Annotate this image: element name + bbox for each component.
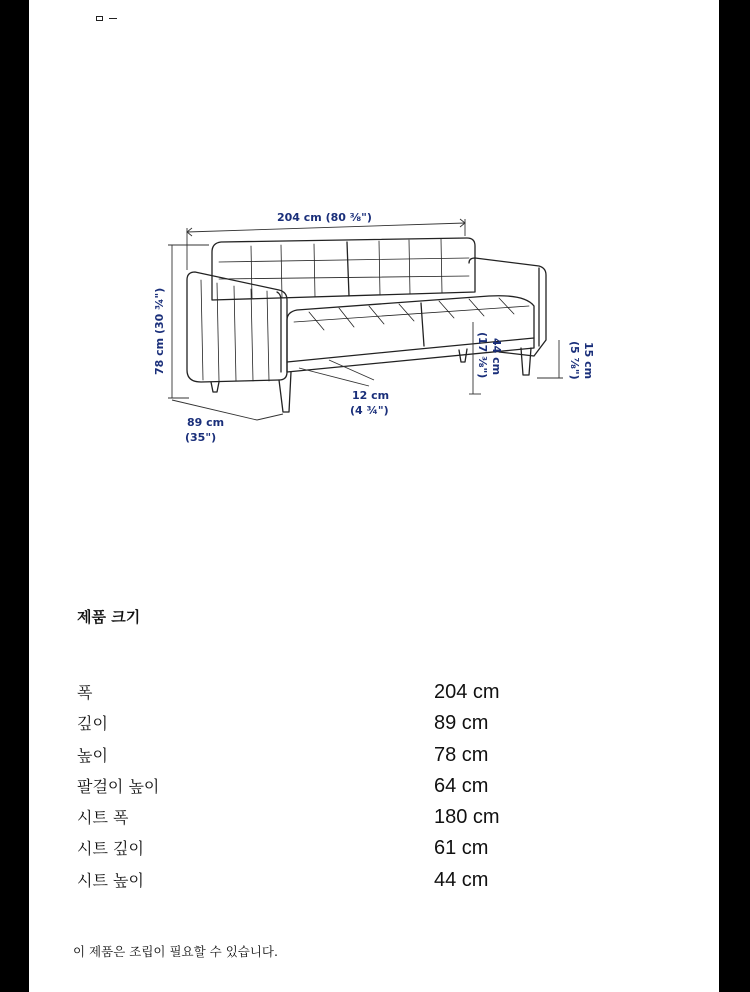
depth-dimension-inch: (35") bbox=[185, 431, 217, 444]
spec-label: 깊이 bbox=[77, 714, 108, 734]
spec-row bbox=[77, 708, 637, 739]
spec-label: 팔걸이 높이 bbox=[77, 776, 160, 796]
spec-label: 시트 깊이 bbox=[77, 839, 144, 859]
spec-row bbox=[77, 865, 637, 896]
width-dimension-label: 204 cm (80 ⅜") bbox=[277, 211, 372, 224]
leg-height-inch: (5 ⅞") bbox=[568, 341, 581, 380]
spec-label: 시트 높이 bbox=[77, 870, 144, 890]
spec-row bbox=[77, 833, 637, 864]
spec-value: 61 cm bbox=[434, 837, 489, 860]
leg-height-cm: 15 cm bbox=[582, 342, 595, 380]
spec-label: 높이 bbox=[77, 745, 108, 765]
spec-value: 44 cm bbox=[434, 868, 489, 891]
product-page bbox=[29, 0, 719, 992]
spec-row bbox=[77, 771, 637, 802]
spec-value: 64 cm bbox=[434, 774, 489, 797]
spec-value: 89 cm bbox=[434, 712, 489, 735]
assembly-note: 이 제품은 조립이 필요할 수 있습니다. bbox=[73, 944, 278, 959]
spec-label: 폭 bbox=[77, 683, 93, 702]
spec-row bbox=[77, 677, 637, 708]
height-dimension-label: 78 cm (30 ¾") bbox=[153, 287, 166, 375]
back-depth-cm: 12 cm bbox=[352, 389, 390, 402]
spec-row bbox=[77, 802, 637, 833]
spec-row bbox=[77, 740, 637, 771]
spec-value: 204 cm bbox=[434, 681, 500, 703]
seat-height-cm: 44 cm bbox=[490, 338, 503, 376]
seat-height-inch: (17 ⅜") bbox=[476, 332, 489, 379]
spec-value: 78 cm bbox=[434, 743, 489, 766]
spec-value: 180 cm bbox=[434, 806, 500, 829]
depth-dimension-cm: 89 cm bbox=[187, 416, 225, 429]
back-depth-inch: (4 ¾") bbox=[350, 404, 389, 417]
section-title: 제품 크기 bbox=[77, 608, 141, 626]
sofa-dimension-diagram bbox=[29, 0, 719, 560]
spec-label: 시트 폭 bbox=[77, 808, 129, 828]
spec-table bbox=[77, 677, 637, 896]
